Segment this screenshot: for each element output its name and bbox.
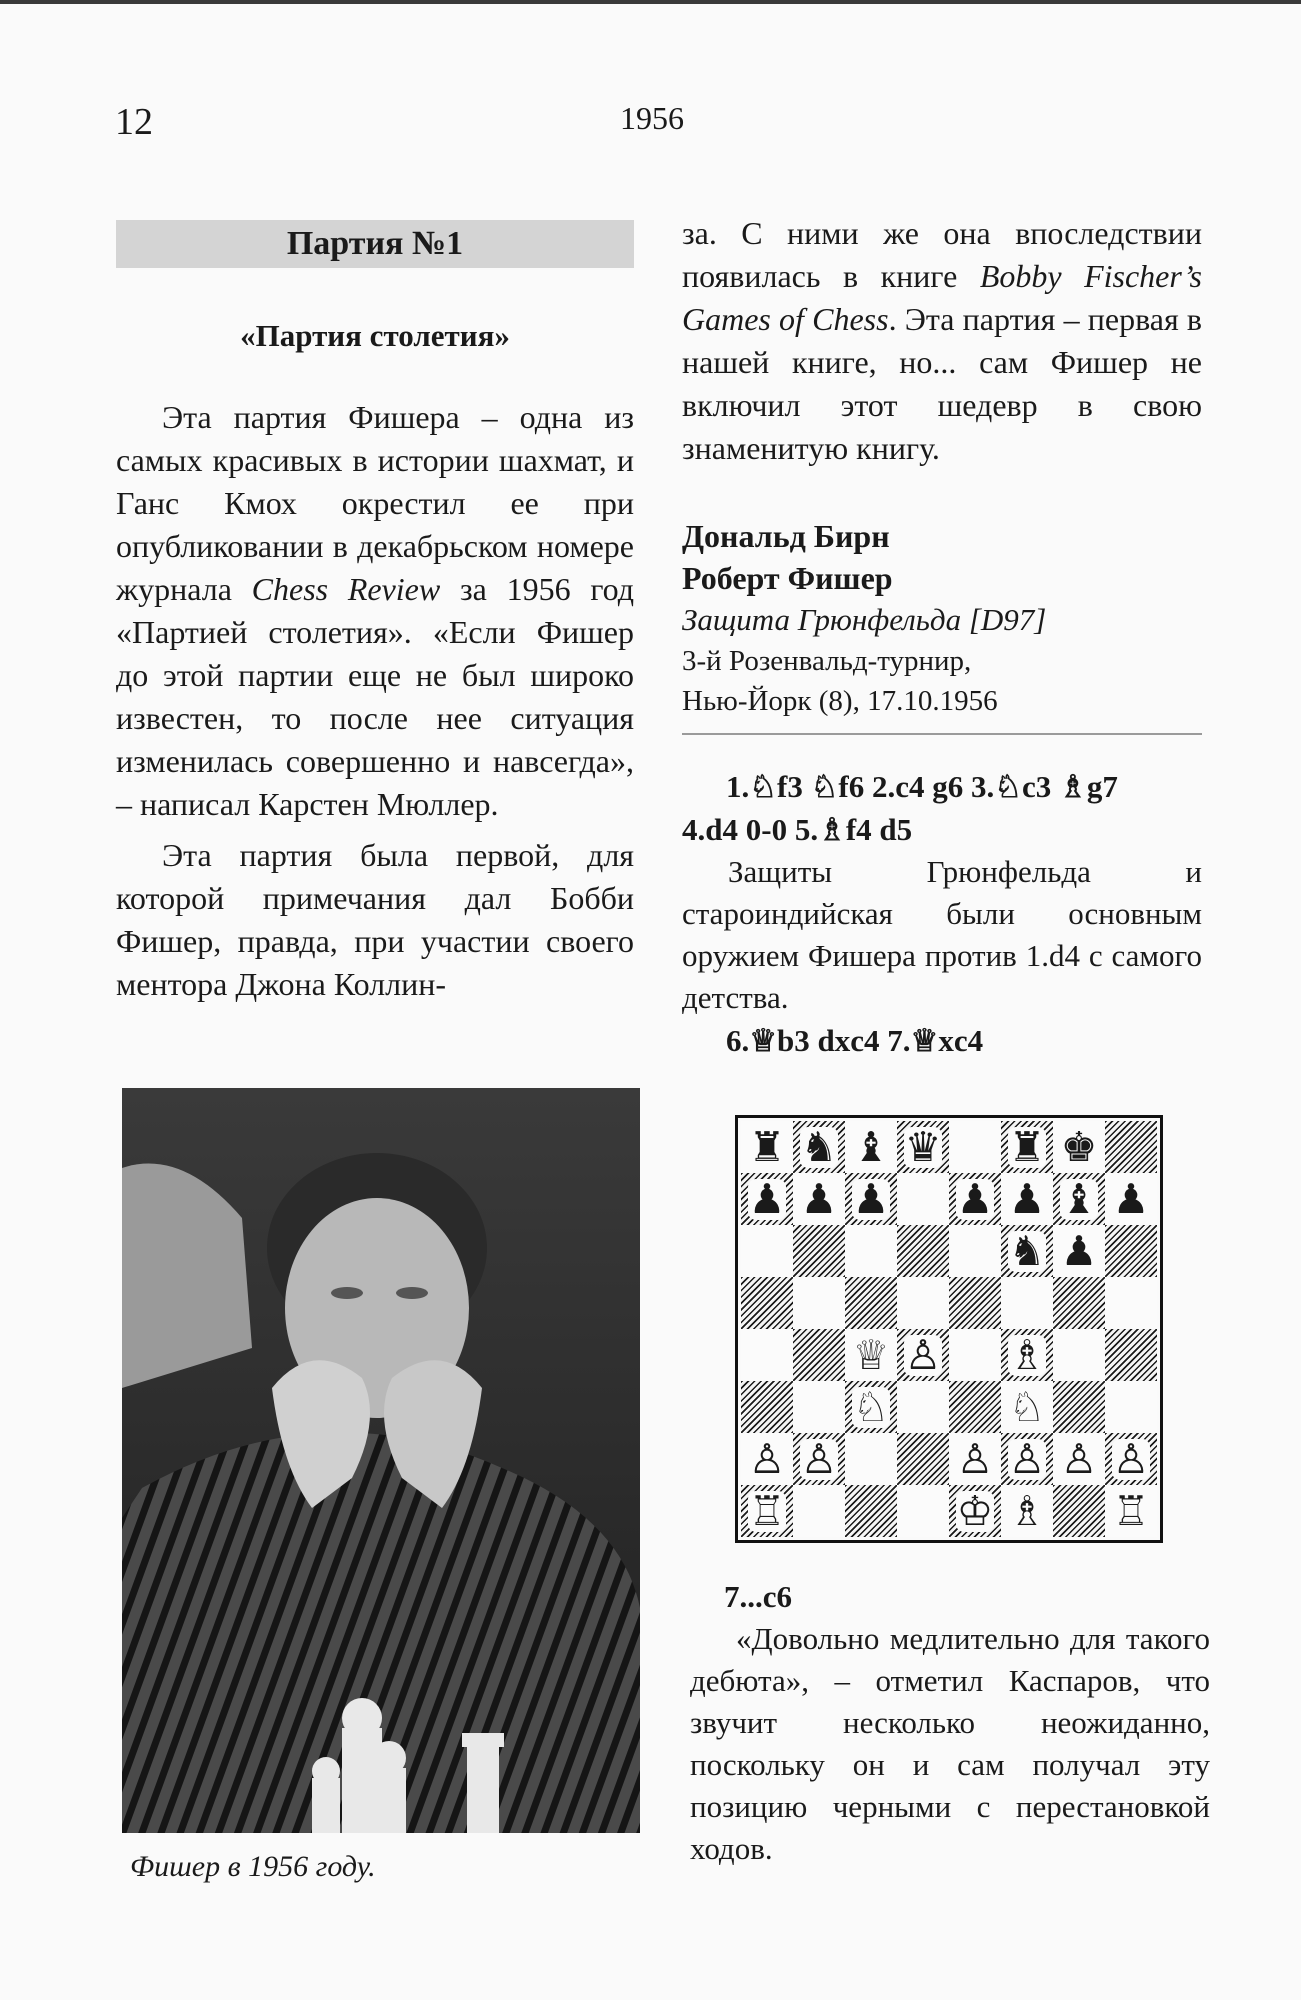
square-d7 xyxy=(897,1173,949,1225)
event-name: 3-й Розенвальд-турнир, xyxy=(682,645,972,677)
square-b8 xyxy=(793,1121,845,1173)
game-title-band xyxy=(116,220,634,268)
square-e2 xyxy=(949,1433,1001,1485)
chess-piece: ♙ xyxy=(1112,1434,1150,1483)
game-title: Партия №1 xyxy=(286,225,464,262)
square-c1 xyxy=(845,1485,897,1537)
square-e4 xyxy=(949,1329,1001,1381)
square-e3 xyxy=(949,1381,1001,1433)
game-subtitle: «Партия столетия» xyxy=(240,318,510,353)
square-g2 xyxy=(1053,1433,1105,1485)
chess-piece: ♕ xyxy=(852,1330,890,1379)
chess-piece: ♟ xyxy=(800,1174,838,1223)
journal-title: Chess Review xyxy=(251,571,441,607)
chess-piece: ♞ xyxy=(800,1122,838,1171)
opening-name: Защита Грюнфельда [D97] xyxy=(682,602,1047,637)
photo-image xyxy=(122,1088,640,1833)
square-a7 xyxy=(741,1173,793,1225)
square-f5 xyxy=(1001,1277,1053,1329)
square-d8 xyxy=(897,1121,949,1173)
comment-2: «Довольно медлительно для такого дебюта», – отметил Каспаров, что звучит несколько неожиданно, поскольку он и сам получал эту позицию черными с перестановкой ходов. xyxy=(690,1621,1210,1866)
chess-piece: ♞ xyxy=(1008,1226,1046,1275)
square-b3 xyxy=(793,1381,845,1433)
square-b7 xyxy=(793,1173,845,1225)
chess-piece: ♟ xyxy=(748,1174,786,1223)
chess-piece: ♛ xyxy=(904,1122,942,1171)
square-c4 xyxy=(845,1329,897,1381)
chess-piece: ♜ xyxy=(1008,1122,1046,1171)
square-g3 xyxy=(1053,1381,1105,1433)
square-b2 xyxy=(793,1433,845,1485)
chess-board xyxy=(741,1121,1157,1537)
chess-diagram xyxy=(735,1115,1163,1543)
chess-piece: ♟ xyxy=(1060,1226,1098,1275)
chess-piece: ♖ xyxy=(1112,1486,1150,1535)
white-player: Дональд Бирн xyxy=(682,518,890,554)
page-number: 12 xyxy=(115,101,153,143)
post-diagram-text xyxy=(690,1575,1210,1870)
square-e5 xyxy=(949,1277,1001,1329)
chess-piece: ♙ xyxy=(1060,1434,1098,1483)
moves-line-4: 7...c6 xyxy=(724,1579,793,1614)
chess-piece: ♙ xyxy=(748,1434,786,1483)
square-a2 xyxy=(741,1433,793,1485)
square-d4 xyxy=(897,1329,949,1381)
moves-line-3: 6.♕b3 dxc4 7.♕xc4 xyxy=(726,1023,984,1058)
square-h5 xyxy=(1105,1277,1157,1329)
square-g1 xyxy=(1053,1485,1105,1537)
chess-piece: ♝ xyxy=(852,1122,890,1171)
square-g8 xyxy=(1053,1121,1105,1173)
square-b6 xyxy=(793,1225,845,1277)
chess-piece: ♟ xyxy=(1112,1174,1150,1223)
book-title: Bobby Fischer’s Games of Chess xyxy=(682,258,1203,337)
square-h6 xyxy=(1105,1225,1157,1277)
site-round-date: Нью-Йорк (8), 17.10.1956 xyxy=(682,685,998,717)
chess-piece: ♘ xyxy=(852,1382,890,1431)
square-f2 xyxy=(1001,1433,1053,1485)
left-column xyxy=(116,212,634,1006)
square-e6 xyxy=(949,1225,1001,1277)
chess-piece: ♗ xyxy=(1008,1330,1046,1379)
comment-1: Защиты Грюнфельда и староиндийская были основным оружием Фишера против 1.d4 с самого детства. xyxy=(682,854,1202,1015)
square-h2 xyxy=(1105,1433,1157,1485)
square-h8 xyxy=(1105,1121,1157,1173)
chess-piece: ♘ xyxy=(1008,1382,1046,1431)
right-column xyxy=(682,212,1202,1062)
square-d2 xyxy=(897,1433,949,1485)
square-d6 xyxy=(897,1225,949,1277)
black-player: Роберт Фишер xyxy=(682,560,893,596)
square-a8 xyxy=(741,1121,793,1173)
square-c8 xyxy=(845,1121,897,1173)
chess-piece: ♗ xyxy=(1008,1486,1046,1535)
square-d1 xyxy=(897,1485,949,1537)
square-f7 xyxy=(1001,1173,1053,1225)
square-f8 xyxy=(1001,1121,1053,1173)
intro-paragraph-2: Эта партия была первой, для которой примечания дал Бобби Фишер, правда, при участии своего ментора Джона Коллин- xyxy=(116,837,634,1002)
chess-piece: ♙ xyxy=(904,1330,942,1379)
square-a1 xyxy=(741,1485,793,1537)
photo-caption: Фишер в 1956 году. xyxy=(130,1850,376,1883)
chess-piece: ♙ xyxy=(800,1434,838,1483)
square-c5 xyxy=(845,1277,897,1329)
square-a4 xyxy=(741,1329,793,1381)
square-f3 xyxy=(1001,1381,1053,1433)
square-f4 xyxy=(1001,1329,1053,1381)
square-e8 xyxy=(949,1121,1001,1173)
chess-piece: ♚ xyxy=(1060,1122,1098,1171)
square-h7 xyxy=(1105,1173,1157,1225)
moves-line-2: 4.d4 0-0 5.♗f4 d5 xyxy=(682,812,913,847)
chess-piece: ♔ xyxy=(956,1486,994,1535)
chess-piece: ♟ xyxy=(956,1174,994,1223)
square-h1 xyxy=(1105,1485,1157,1537)
continuation-paragraph: за. С ними же она впоследствии появилась в книге Bobby Fischer’s Games of Chess. Эта партия – первая в нашей книге, но... сам Фишер не включил этот шедевр в свою знаменитую книгу. xyxy=(682,215,1203,466)
square-b4 xyxy=(793,1329,845,1381)
square-c2 xyxy=(845,1433,897,1485)
square-c3 xyxy=(845,1381,897,1433)
moves-line-1: 1.♘f3 ♘f6 2.c4 g6 3.♘c3 ♗g7 xyxy=(726,769,1118,804)
square-b5 xyxy=(793,1277,845,1329)
square-g7 xyxy=(1053,1173,1105,1225)
square-g6 xyxy=(1053,1225,1105,1277)
game-header xyxy=(682,515,1202,735)
square-h4 xyxy=(1105,1329,1157,1381)
square-d5 xyxy=(897,1277,949,1329)
square-g5 xyxy=(1053,1277,1105,1329)
chess-piece: ♙ xyxy=(1008,1434,1046,1483)
square-c7 xyxy=(845,1173,897,1225)
square-a3 xyxy=(741,1381,793,1433)
page-top-edge xyxy=(0,0,1301,4)
running-head: 1956 xyxy=(620,100,684,136)
chess-piece: ♖ xyxy=(748,1486,786,1535)
square-f6 xyxy=(1001,1225,1053,1277)
square-e7 xyxy=(949,1173,1001,1225)
square-a6 xyxy=(741,1225,793,1277)
square-e1 xyxy=(949,1485,1001,1537)
square-b1 xyxy=(793,1485,845,1537)
chess-piece: ♟ xyxy=(1008,1174,1046,1223)
chess-piece: ♜ xyxy=(748,1122,786,1171)
chess-piece: ♙ xyxy=(956,1434,994,1483)
fischer-photo xyxy=(122,1088,640,1833)
square-f1 xyxy=(1001,1485,1053,1537)
square-c6 xyxy=(845,1225,897,1277)
chess-piece: ♟ xyxy=(852,1174,890,1223)
chess-piece: ♝ xyxy=(1060,1174,1098,1223)
intro-paragraph-1: Эта партия Фишера – одна из самых красивых в истории шахмат, и Ганс Кмох окрестил ее при опубликовании в декабрьском номере журнала Chess Review за 1956 год «Партией столетия». «Если Фишер до этой партии еще не был широко известен, то после нее ситуация изменилась совершенно и навсегда», – написал Карстен Мюллер. xyxy=(116,399,635,822)
square-d3 xyxy=(897,1381,949,1433)
header-divider xyxy=(682,733,1202,735)
square-h3 xyxy=(1105,1381,1157,1433)
square-a5 xyxy=(741,1277,793,1329)
square-g4 xyxy=(1053,1329,1105,1381)
